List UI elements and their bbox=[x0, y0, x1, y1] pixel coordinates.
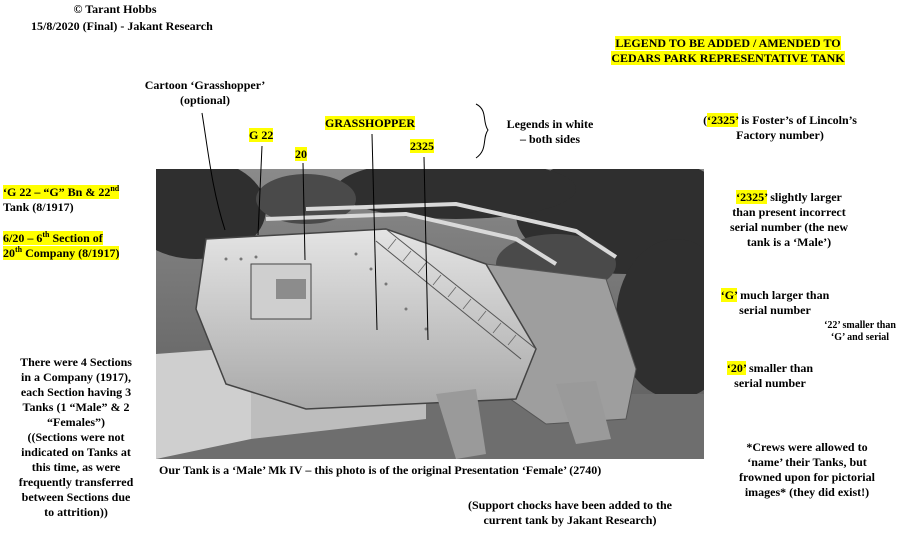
section-note-b: Section of bbox=[49, 231, 103, 245]
photo-caption: Our Tank is a ‘Male’ Mk IV – this photo is of the original Presentation ‘Female’ (2740) bbox=[159, 463, 602, 477]
label-20: 20 bbox=[295, 147, 307, 161]
sections-line: “Females”) bbox=[47, 415, 105, 429]
crews-note bbox=[712, 440, 902, 500]
serial-size-highlight: ‘2325’ bbox=[736, 190, 768, 204]
label-2325: 2325 bbox=[410, 139, 434, 153]
g-size-a: much larger than bbox=[737, 288, 830, 302]
support-line-2: current tank by Jakant Research) bbox=[483, 513, 657, 527]
g22-note-b: Tank (8/1917) bbox=[3, 200, 74, 214]
crews-line: ‘name’ their Tanks, but bbox=[747, 455, 867, 469]
cartoon-label bbox=[120, 78, 290, 108]
twenty-size-b: serial number bbox=[734, 376, 806, 390]
g-size-b: serial number bbox=[739, 303, 811, 317]
legends-line-2: – both sides bbox=[519, 132, 581, 146]
sections-line: There were 4 Sections bbox=[20, 355, 132, 369]
serial-size-a: slightly larger bbox=[767, 190, 842, 204]
g-size-note bbox=[700, 288, 850, 318]
legends-line-1: Legends in white bbox=[506, 117, 594, 131]
g22-note-a: ‘G 22 – “G” Bn & 22 bbox=[3, 185, 111, 199]
section-note bbox=[3, 231, 119, 261]
sections-line: to attrition)) bbox=[44, 505, 108, 519]
legends-white-note bbox=[490, 117, 610, 147]
cartoon-label-line-2: (optional) bbox=[179, 93, 230, 107]
crews-line: images* (they did exist!) bbox=[744, 485, 870, 499]
section-note-sup2: th bbox=[15, 245, 23, 254]
section-note-sup1: th bbox=[42, 230, 50, 239]
g22-note-sup: nd bbox=[110, 184, 120, 193]
twenty-size-highlight: ‘20’ bbox=[726, 361, 746, 375]
support-line-1: (Support chocks have been added to the bbox=[467, 498, 673, 512]
label-grasshopper: GRASSHOPPER bbox=[325, 116, 416, 130]
twentytwo-size-note bbox=[812, 320, 908, 344]
legend-box bbox=[580, 36, 876, 66]
sections-explanation bbox=[0, 355, 152, 520]
label-g22: G 22 bbox=[249, 128, 274, 142]
sections-line: frequently transferred bbox=[18, 475, 134, 489]
sections-line: between Sections due bbox=[21, 490, 131, 504]
cartoon-label-line-1: Cartoon ‘Grasshopper’ bbox=[144, 78, 266, 92]
sections-line: ((Sections were not bbox=[27, 430, 125, 444]
serial-size-note bbox=[700, 190, 878, 250]
foster-note bbox=[665, 113, 895, 143]
foster-b: Factory number) bbox=[736, 128, 824, 142]
twenty-size-a: smaller than bbox=[745, 361, 814, 375]
twentytwo-size-a: ‘22’ smaller than bbox=[824, 320, 896, 331]
crews-line: *Crews were allowed to bbox=[746, 440, 868, 454]
legend-line-2: CEDARS PARK REPRESENTATIVE TANK bbox=[611, 51, 845, 65]
foster-a: is Foster’s of Lincoln’s bbox=[738, 113, 857, 127]
g-size-highlight: ‘G’ bbox=[720, 288, 738, 302]
section-note-c: 20 bbox=[3, 246, 15, 260]
twenty-size-note bbox=[700, 361, 840, 391]
sections-line: indicated on Tanks at bbox=[21, 445, 131, 459]
foster-open: ( bbox=[703, 113, 708, 127]
sections-line: Tanks (1 “Male” & 2 bbox=[22, 400, 130, 414]
sections-line: this time, as were bbox=[31, 460, 121, 474]
support-chocks-note bbox=[440, 498, 700, 528]
sections-line: in a Company (1917), bbox=[20, 370, 131, 384]
serial-size-line: than present incorrect bbox=[732, 205, 846, 219]
g22-note bbox=[3, 185, 119, 215]
twentytwo-size-b: ‘G’ and serial bbox=[830, 332, 890, 343]
crews-line: frowned upon for pictorial bbox=[739, 470, 875, 484]
serial-size-line: tank is a ‘Male’) bbox=[746, 235, 832, 249]
brace-icon bbox=[476, 104, 488, 158]
copyright: © Tarant Hobbs bbox=[73, 2, 157, 16]
serial-size-line: serial number (the new bbox=[729, 220, 849, 234]
sections-line: each Section having 3 bbox=[20, 385, 132, 399]
tank-photo bbox=[156, 169, 704, 459]
foster-highlight: ‘2325’ bbox=[707, 113, 739, 127]
date-line: 15/8/2020 (Final) - Jakant Research bbox=[31, 19, 213, 33]
section-note-a: 6/20 – 6 bbox=[3, 231, 43, 245]
legend-line-1: LEGEND TO BE ADDED / AMENDED TO bbox=[615, 36, 841, 50]
section-note-d: Company (8/1917) bbox=[22, 246, 120, 260]
